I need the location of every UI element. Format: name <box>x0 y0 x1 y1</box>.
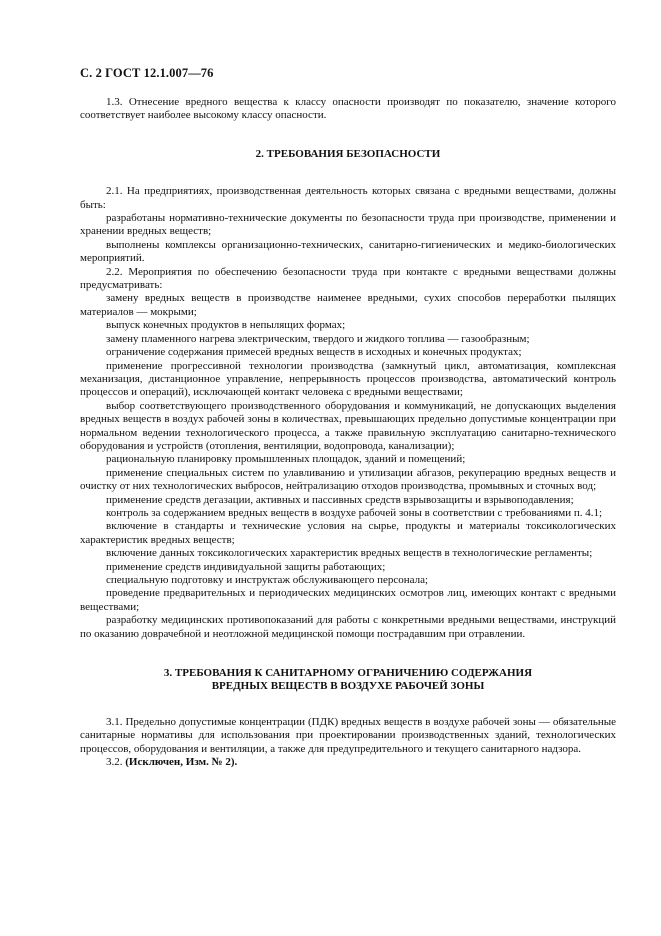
page-header: С. 2 ГОСТ 12.1.007—76 <box>80 66 214 80</box>
paragraph-1-3: 1.3. Отнесение вредного вещества к классу опасности производят по показателю, значение которого соответствует наиболее высокому классу опасности. <box>80 96 616 122</box>
list-item: замену вредных веществ в производстве наименее вредными, сухих способов переработки пылящих материалов — мокрыми; <box>80 292 616 318</box>
section-3-title <box>80 667 616 694</box>
list-item: применение специальных систем по улавливанию и утилизации абгазов, рекуперацию вредных веществ и очистку от них технологических выбросов, нейтрализацию отходов производства, промывных и сточных вод; <box>80 466 616 493</box>
list-item: выпуск конечных продуктов в непылящих формах; <box>106 319 346 332</box>
list-item: применение средств дегазации, активных и пассивных средств взрывозащиты и взрывоподавления; <box>106 493 574 506</box>
list-item: включение данных токсикологических характеристик вредных веществ в технологические регламенты; <box>106 547 593 560</box>
list-item: разработку медицинских противопоказаний для работы с конкретными вредными веществами, инструкций по оказанию доврачебной и неотложной медицинской помощи пострадавшим при отравлении. <box>80 614 616 640</box>
section-3-title-line-1: 3. ТРЕБОВАНИЯ К САНИТАРНОМУ ОГРАНИЧЕНИЮ СОДЕРЖАНИЯ <box>163 667 533 680</box>
paragraph-2-2: 2.2. Мероприятия по обеспечению безопасности труда при контакте с вредными веществами должны предусматривать: <box>80 265 616 292</box>
paragraph-3-2 <box>80 756 616 769</box>
list-item: выполнены комплексы организационно-технических, санитарно-гигиенических и медико-биологических мероприятий. <box>80 238 616 265</box>
list-item: ограничение содержания примесей вредных веществ в исходных и конечных продуктах; <box>106 346 522 359</box>
list-item: контроль за содержанием вредных веществ в воздухе рабочей зоны в соответствии с требованиями п. 4.1; <box>106 506 603 519</box>
list-item: применение средств индивидуальной защиты работающих; <box>106 560 386 573</box>
list-item: применение прогрессивной технологии производства (замкнутый цикл, автоматизация, комплексная механизация, дистанционное управление, непрерывность процессов производства, автоматический контроль процессов и операций), исключающей контакт человека с вредными веществами; <box>80 359 616 399</box>
paragraph-3-2-excluded-note: (Исключен, Изм. № 2). <box>125 756 238 769</box>
list-item: включение в стандарты и технические условия на сырье, продукты и материалы токсикологических характеристик вредных веществ; <box>80 520 616 546</box>
document-body <box>80 96 616 769</box>
list-item: рациональную планировку промышленных площадок, зданий и помещений; <box>106 453 466 466</box>
paragraph-3-1: 3.1. Предельно допустимые концентрации (ПДК) вредных веществ в воздухе рабочей зоны — обязательные санитарные нормативы для использования при проектировании производственных зданий, технологических процессов, оборудования и вентиляции, а также для предупредительного и текущего санитарного надзора. <box>80 715 616 755</box>
list-item: разработаны нормативно-технические документы по безопасности труда при производстве, применении и хранении вредных веществ; <box>80 212 616 238</box>
list-item: замену пламенного нагрева электрическим, твердого и жидкого топлива — газообразным; <box>106 332 530 345</box>
list-item: специальную подготовку и инструктаж обслуживающего персонала; <box>106 574 429 586</box>
section-2-title: 2. ТРЕБОВАНИЯ БЕЗОПАСНОСТИ <box>255 147 441 160</box>
list-item: проведение предварительных и периодических медицинских осмотров лиц, имеющих контакт с вредными веществами; <box>80 587 616 613</box>
section-3-title-line-2: ВРЕДНЫХ ВЕЩЕСТВ В ВОЗДУХЕ РАБОЧЕЙ ЗОНЫ <box>211 680 485 693</box>
paragraph-2-1: 2.1. На предприятиях, производственная деятельность которых связана с вредными веществами, должны быть: <box>80 185 616 211</box>
list-item: выбор соответствующего производственного оборудования и коммуникаций, не допускающих выделения вредных веществ в воздух рабочей зоны в количествах, превышающих предельно допустимые концентрации при нормальном ведении технологического процесса, а также правильную эксплуатацию санитарно-технического оборудования и устройств (отопления, вентиляции, водопровода, канализации); <box>80 399 616 452</box>
paragraph-3-2-number: 3.2. <box>106 756 123 769</box>
